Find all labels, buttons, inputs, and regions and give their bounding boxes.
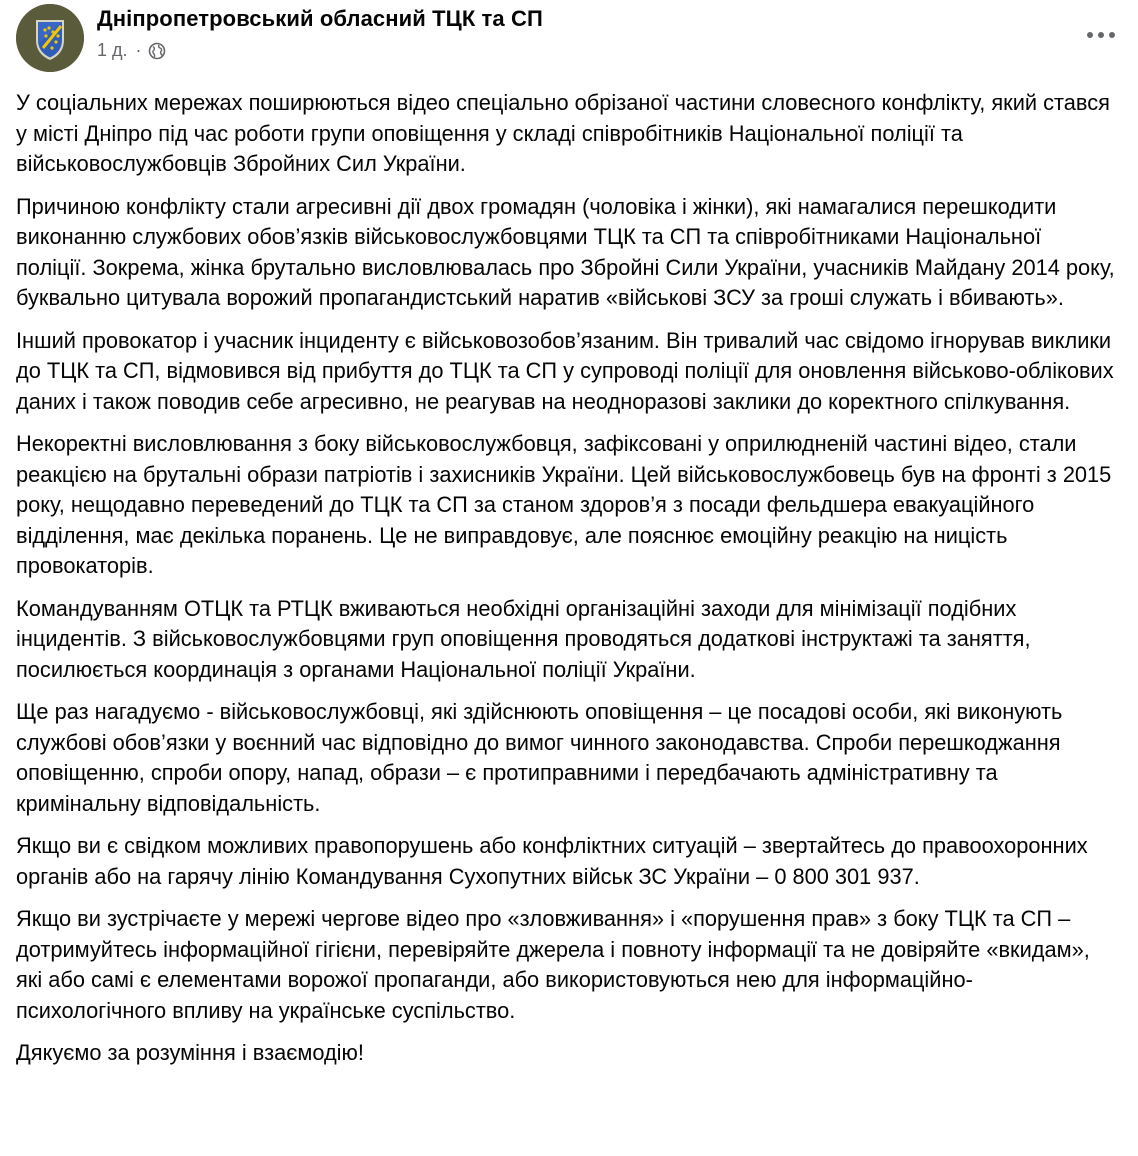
post-paragraph: Якщо ви зустрічаєте у мережі чергове відео про «зловживання» і «порушення прав» з боку ТЦК та СП – дотримуйтесь інформаційної гігієни, перевіряйте джерела і повноту інформації та не довіряйте «вкидам», які або самі є елементами ворожої пропаганди, або використовуються нею для інформаційно-психологічного впливу на українське суспільство. bbox=[16, 906, 1090, 1023]
post-body bbox=[16, 88, 1116, 1081]
post-paragraph: Причиною конфлікту стали агресивні дії двох громадян (чоловіка і жінки), які намагалися перешкодити виконанню службових обов’язків військовослужбовцями ТЦК та СП та співробітниками Національної поліції. Зокрема, жінка брутально висловлювалась про Збройні Сили України, учасників Майдану 2014 року, буквально цитувала ворожий пропагандистський наратив «військові ЗСУ за гроші служать і вбивають». bbox=[16, 193, 1115, 310]
post-timestamp[interactable]: 1 д. bbox=[97, 40, 128, 60]
coat-of-arms-icon bbox=[16, 4, 84, 72]
more-options-icon[interactable] bbox=[1084, 18, 1118, 52]
meta-separator: · bbox=[135, 40, 142, 60]
page-name-link[interactable]: Дніпропетровський обласний ТЦК та СП bbox=[97, 6, 543, 31]
post-paragraph: Некоректні висловлювання з боку військовослужбовця, зафіксовані у оприлюдненій частині відео, стали реакцією на брутальні образи патріотів і захисників України. Цей військовослужбовець був на фронті з 2015 року, нещодавно переведений до ТЦК та СП за станом здоров’я з посади фельдшера евакуаційного відділення, має декілька поранень. Це не виправдовує, але пояснює емоційну реакцію на ницість провокаторів. bbox=[16, 431, 1112, 578]
post-paragraph: Ще раз нагадуємо - військовослужбовці, які здійснюють оповіщення – це посадові особи, які виконують службові обов’язки у воєнний час відповідно до вимог чинного законодавства. Спроби перешкоджання оповіщенню, спроби опору, напад, образи – є протиправними і передбачають адміністративну та кримінальну відповідальність. bbox=[16, 699, 1063, 816]
post-paragraph: У соціальних мережах поширюються відео спеціально обрізаної частини словесного конфлікту, який стався у місті Дніпро під час роботи групи оповіщення у складі співробітників Національної поліції та військовослужбовців Збройних Сил України. bbox=[16, 90, 1110, 176]
page-avatar[interactable] bbox=[16, 4, 84, 72]
post-paragraph: Дякуємо за розуміння і взаємодію! bbox=[16, 1040, 364, 1065]
post-header bbox=[0, 0, 1138, 80]
post-paragraph: Інший провокатор і учасник інциденту є військовозобов’язаним. Він тривалий час свідомо ігнорував виклики до ТЦК та СП, відмовився від прибуття до ТЦК та СП у супроводі поліції для оновлення військово-облікових даних і також поводив себе агресивно, не реагував на неодноразові заклики до коректного спілкування. bbox=[16, 327, 1114, 414]
post-paragraph: Якщо ви є свідком можливих правопорушень або конфліктних ситуацій – звертайтесь до правоохоронних органів або на гарячу лінію Командування Сухопутних військ ЗС України – 0 800 301 937. bbox=[16, 833, 1088, 889]
globe-icon[interactable] bbox=[148, 42, 166, 60]
post-meta bbox=[97, 40, 166, 61]
post-paragraph: Командуванням ОТЦК та РТЦК вживаються необхідні організаційні заходи для мінімізації подібних інцидентів. З військовослужбовцями груп оповіщення проводяться додаткові інструктажі та заняття, посилюється координація з органами Національної поліції України. bbox=[16, 595, 1031, 682]
